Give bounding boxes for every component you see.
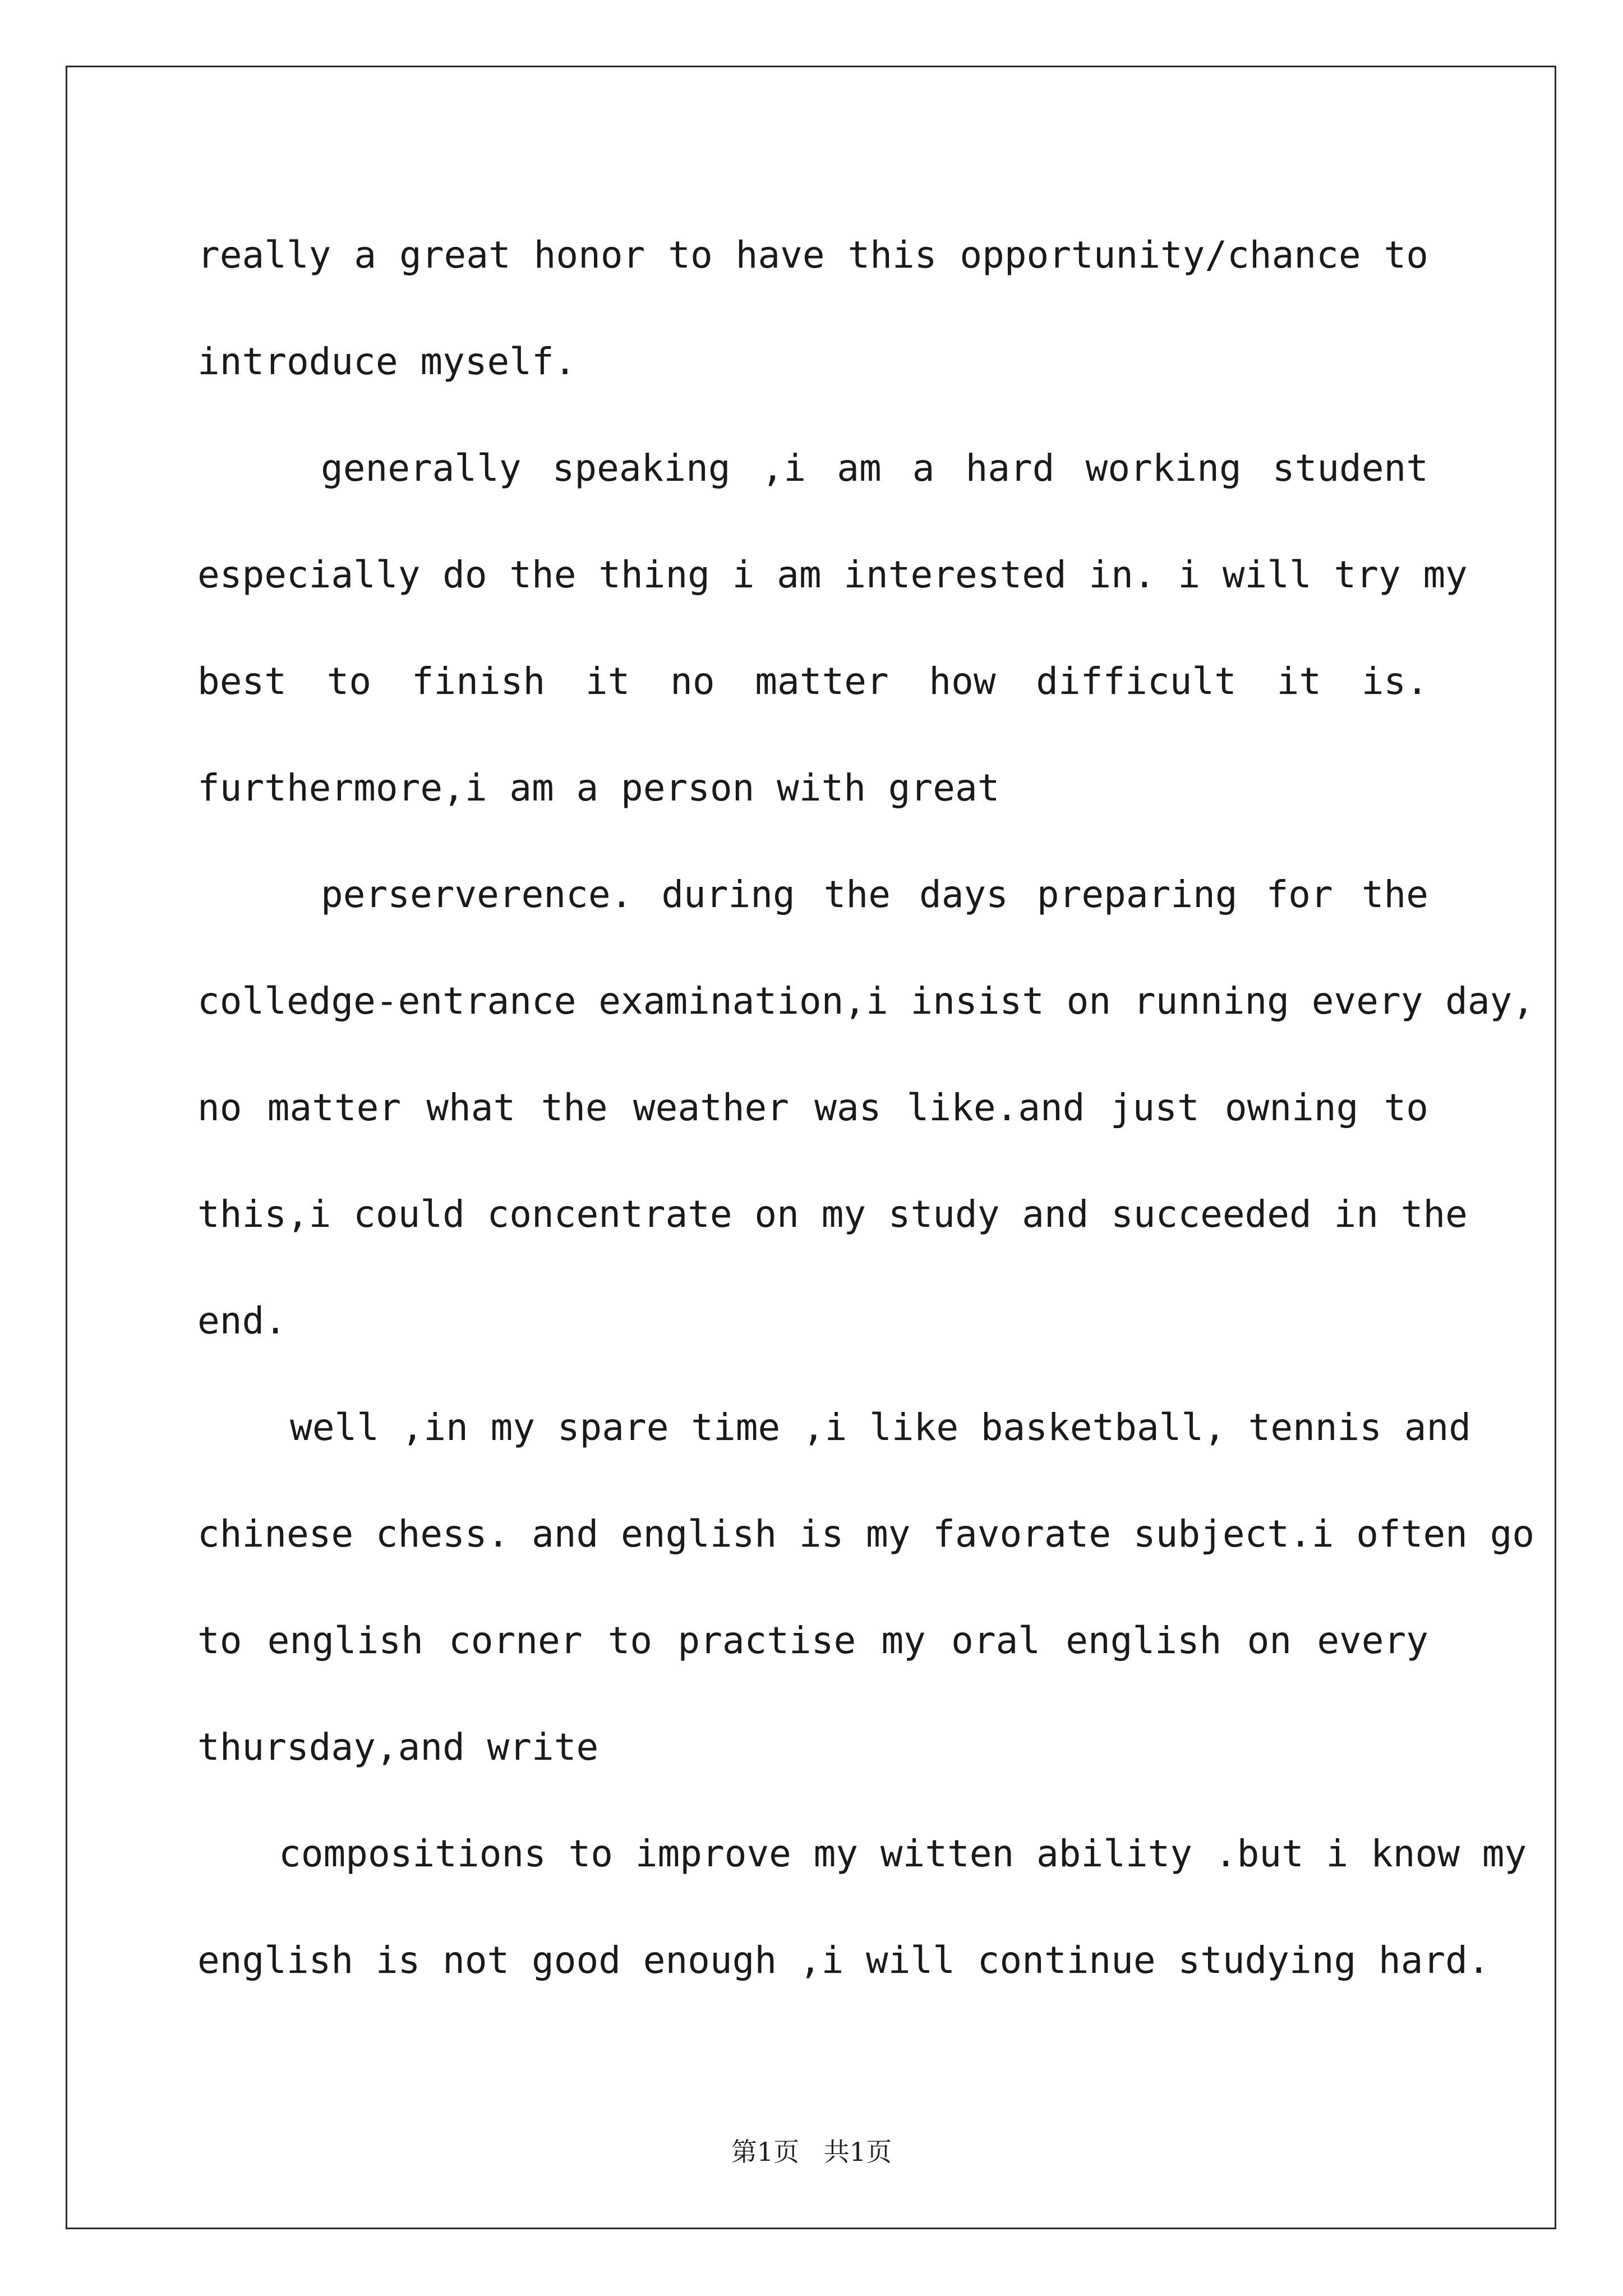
text-line: no matter what the weather was like.and just owning to: [197, 1086, 1428, 1129]
text-line: really a great honor to have this opportunity/chance to: [197, 233, 1428, 277]
text-line: end.: [197, 1299, 287, 1342]
text-line: this,i could concentrate on my study and succeeded in the: [197, 1193, 1468, 1236]
text-line: perserverence. during the days preparing for the: [321, 873, 1428, 916]
text-line: compositions to improve my witten ability .but i know my: [279, 1832, 1527, 1875]
text-line: generally speaking ,i am a hard working student: [321, 447, 1428, 490]
text-line: thursday,and write: [197, 1726, 599, 1769]
text-line: english is not good enough ,i will continue studying hard.: [197, 1939, 1490, 1982]
text-line: best to finish it no matter how difficult it is.: [197, 660, 1428, 703]
text-line: well ,in my spare time ,i like basketball, tennis and: [290, 1406, 1471, 1449]
text-line: introduce myself.: [197, 340, 577, 383]
text-line: colledge-entrance examination,i insist on running every day,: [197, 979, 1535, 1023]
text-line: furthermore,i am a person with great: [197, 766, 1000, 809]
text-line: to english corner to practise my oral english on every: [197, 1619, 1428, 1662]
page-number-footer: 第1页 共1页: [731, 2137, 892, 2167]
text-line: chinese chess. and english is my favorate subject.i often go: [197, 1512, 1535, 1556]
document-body: [197, 202, 1535, 2014]
text-line: especially do the thing i am interested in. i will try my: [197, 553, 1468, 596]
